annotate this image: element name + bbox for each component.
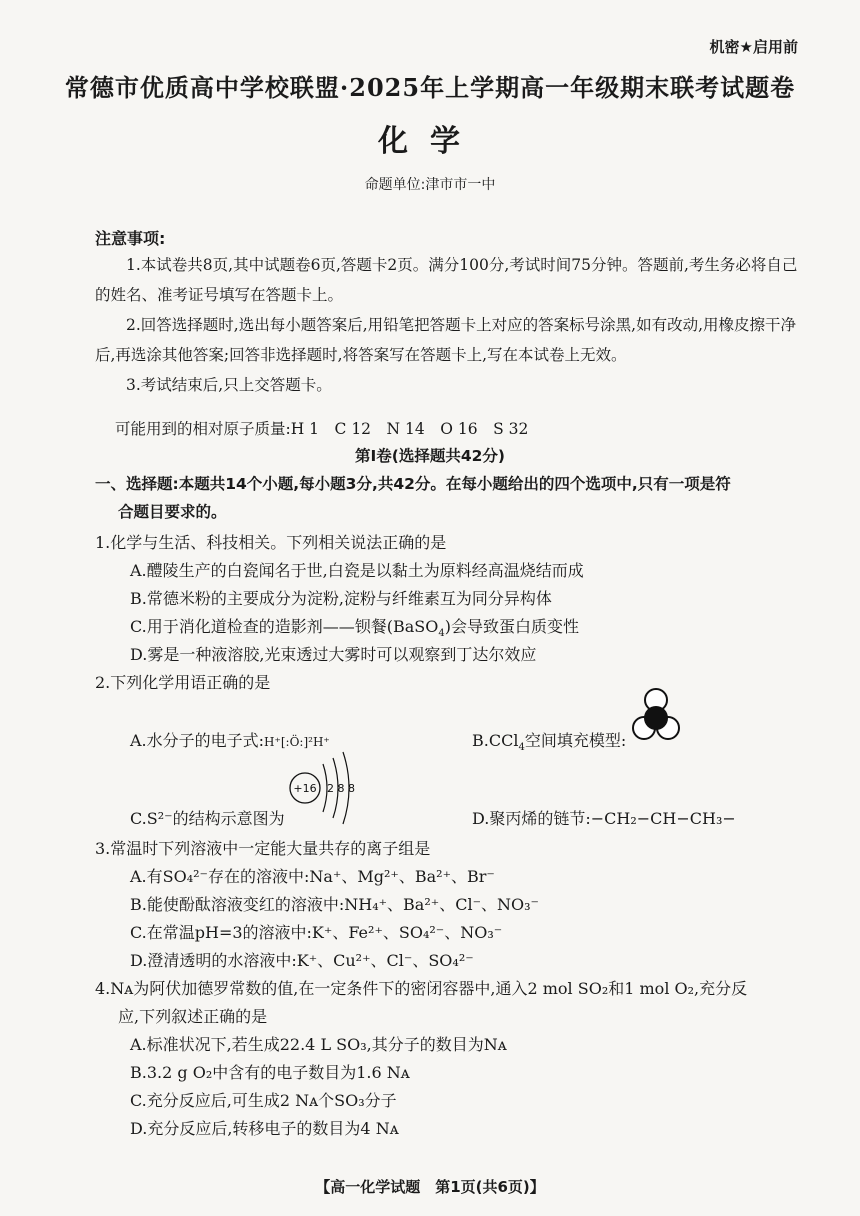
question-2-option-a: A.水分子的电子式:H⁺[:Ö:]²H⁺ (130, 731, 330, 750)
section-title: 第Ⅰ卷(选择题共42分) (354, 447, 505, 465)
section-instruction-2: 合题目要求的。 (118, 503, 227, 521)
notice-heading: 注意事项: (95, 229, 166, 248)
question-2-stem: 2.下列化学用语正确的是 (95, 673, 271, 692)
question-4-option-b: B.3.2 g O₂中含有的电子数目为1.6 Nᴀ (130, 1063, 410, 1082)
atomic-mass-line: 可能用到的相对原子质量:H 1 C 12 N 14 O 16 S 32 (115, 420, 529, 438)
question-1-option-b: B.常德米粉的主要成分为淀粉,淀粉与纤维素互为同分异构体 (130, 589, 552, 608)
question-1-option-c: C.用于消化道检查的造影剂——钡餐(BaSO$_4$)会导致蛋白质变性 (130, 617, 580, 640)
notice-item-1: 1.本试卷共8页,其中试题卷6页,答题卡2页。满分100分,考试时间75分钟。答题前,考生务必将自己的姓名、准考证号填写在答题卡上。 (95, 256, 798, 304)
confidential-mark: 机密★启用前 (709, 38, 798, 56)
question-3-stem: 3.常温时下列溶液中一定能大量共存的离子组是 (95, 839, 431, 858)
question-3-option-c: C.在常温pH=3的溶液中:K⁺、Fe²⁺、SO₄²⁻、NO₃⁻ (130, 923, 503, 942)
question-4-stem-1: 4.Nᴀ为阿伏加德罗常数的值,在一定条件下的密闭容器中,通入2 mol SO₂和1 mol O₂,充分反 (95, 979, 748, 998)
question-1-stem: 1.化学与生活、科技相关。下列相关说法正确的是 (95, 533, 447, 552)
question-4-option-c: C.充分反应后,可生成2 Nᴀ个SO₃分子 (130, 1091, 397, 1110)
page-footer: 【高一化学试题 第1页(共6页)】 (315, 1178, 545, 1196)
ccl4-space-filling-model (632, 686, 680, 746)
question-2-option-c: C.S²⁻的结构示意图为 (130, 809, 285, 828)
nucleus-charge: +16 (293, 782, 317, 795)
question-4-option-d: D.充分反应后,转移电子的数目为4 Nᴀ (130, 1119, 399, 1138)
question-4-stem-2: 应,下列叙述正确的是 (118, 1007, 268, 1026)
notice-item-3: 3.考试结束后,只上交答题卡。 (126, 376, 332, 394)
question-4-option-a: A.标准状况下,若生成22.4 L SO₃,其分子的数目为Nᴀ (130, 1035, 507, 1054)
authoring-unit: 命题单位:津市市一中 (364, 177, 496, 193)
water-electron-formula: H⁺[:Ö:]²H⁺ (264, 735, 330, 749)
section-instruction-1: 一、选择题:本题共14个小题,每小题3分,共42分。在每小题给出的四个选项中,只有一项是符 (95, 475, 731, 493)
notice-item-2: 2.回答选择题时,选出每小题答案后,用铅笔把答题卡上对应的答案标号涂黑,如有改动,用橡皮擦干净后,再选涂其他答案;回答非选择题时,将答案写在答题卡上,写在本试卷上无效。 (95, 316, 796, 364)
sulfide-ion-structure-diagram (285, 748, 365, 828)
question-3-option-d: D.澄清透明的水溶液中:K⁺、Cu²⁺、Cl⁻、SO₄²⁻ (130, 951, 474, 970)
electron-shells: 2 8 8 (327, 782, 355, 795)
question-2-option-d: D.聚丙烯的链节:−CH₂−CH−CH₃− (472, 809, 736, 828)
question-3-option-a: A.有SO₄²⁻存在的溶液中:Na⁺、Mg²⁺、Ba²⁺、Br⁻ (130, 867, 495, 886)
question-2-option-b: B.CCl$_4$空间填充模型: (472, 731, 627, 754)
question-3-option-b: B.能使酚酞溶液变红的溶液中:NH₄⁺、Ba²⁺、Cl⁻、NO₃⁻ (130, 895, 539, 914)
subject-title: 化学 (378, 124, 482, 159)
question-1-option-a: A.醴陵生产的白瓷闻名于世,白瓷是以黏土为原料经高温烧结而成 (130, 561, 584, 580)
question-1-option-d: D.雾是一种液溶胶,光束透过大雾时可以观察到丁达尔效应 (130, 645, 537, 664)
exam-title: 常德市优质高中学校联盟·2025年上学期高一年级期末联考试题卷 (64, 73, 796, 102)
